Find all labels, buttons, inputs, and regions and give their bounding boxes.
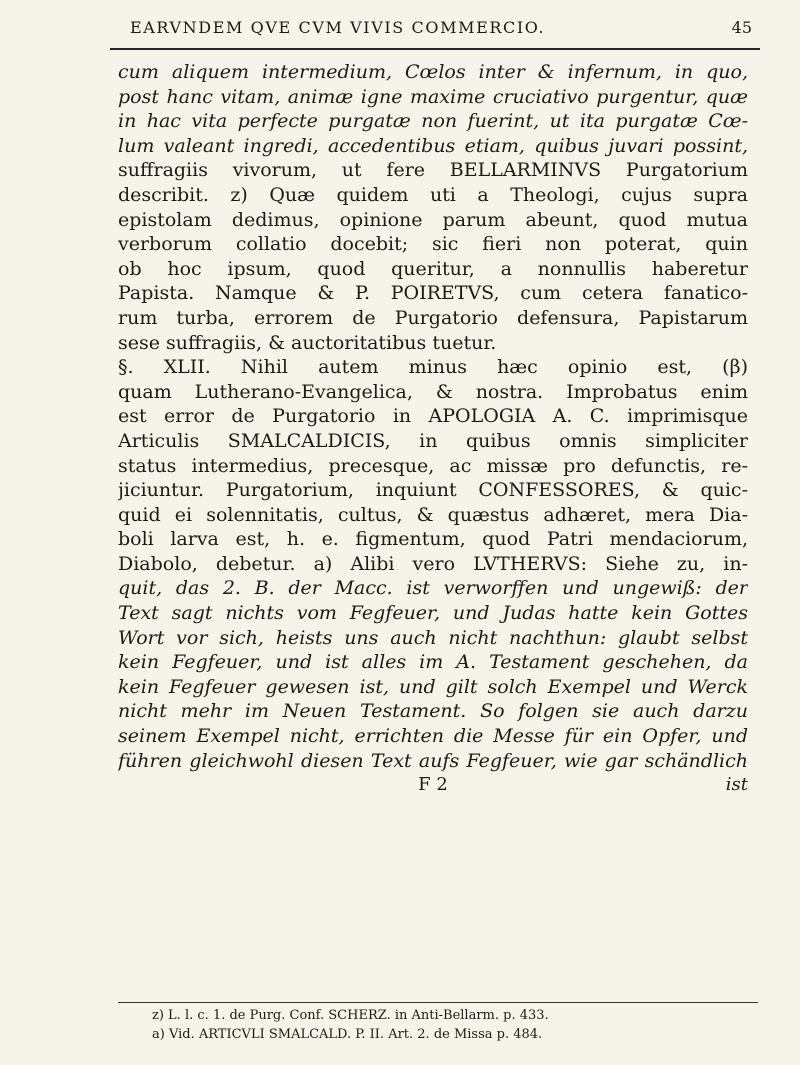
footnote-rule <box>118 1002 758 1003</box>
footnote: a) Vid. ARTICVLI SMALCALD. P. II. Art. 2. de Missa p. 484. <box>152 1027 543 1042</box>
text-line: §. XLII. Nihil autem minus hæc opinio est, (β) <box>118 356 748 379</box>
text-line: Wort vor sich, heists uns auch nicht nachthun: glaubt selbst <box>118 626 748 649</box>
text-line: Diabolo, debetur. a) Alibi vero LVTHERVS: Siehe zu, in- <box>118 552 748 575</box>
text-line: in hac vita perfecte purgatæ non fuerint, ut ita purgatæ Cœ- <box>118 110 748 133</box>
text-line: jiciuntur. Purgatorium, inquiunt CONFESSORES, & quic- <box>118 479 748 502</box>
text-line: post hanc vitam, animæ igne maxime cruciativo purgentur, quæ <box>118 85 748 108</box>
text-line: quam Lutherano-Evangelica, & nostra. Improbatus enim <box>118 380 748 403</box>
text-line: boli larva est, h. e. figmentum, quod Patri mendaciorum, <box>118 528 748 551</box>
text-line: quit, das 2. B. der Macc. ist verworffen und ungewiß: der <box>118 577 748 600</box>
running-head: EARVNDEM QVE CVM VIVIS COMMERCIO. <box>130 18 546 37</box>
text-line: describit. z) Quæ quidem uti a Theologi, cujus supra <box>118 183 748 206</box>
text-line: kein Fegfeuer gewesen ist, und gilt solch Exempel und Werck <box>118 675 748 698</box>
text-line: epistolam dedimus, opinione parum abeunt, quod mutua <box>118 208 748 231</box>
signature-mark: F 2 <box>418 774 448 796</box>
text-line: führen gleichwohl diesen Text aufs Fegfeuer, wie gar schändlich <box>118 749 748 772</box>
text-line: lum valeant ingredi, accedentibus etiam, quibus juvari possint, <box>118 134 748 157</box>
body-text <box>118 60 748 798</box>
text-line: quid ei solennitatis, cultus, & quæstus adhæret, mera Dia- <box>118 503 748 526</box>
text-line: est error de Purgatorio in APOLOGIA A. C. imprimisque <box>118 405 748 428</box>
text-line: sese suffragiis, & auctoritatibus tuetur. <box>118 331 497 354</box>
text-line: rum turba, errorem de Purgatorio defensura, Papistarum <box>118 306 748 329</box>
text-line: Text sagt nichts vom Fegfeuer, und Judas hatte kein Gottes <box>118 602 748 625</box>
text-line: kein Fegfeuer, und ist alles im A. Testament geschehen, da <box>118 651 748 674</box>
page-number: 45 <box>731 18 752 37</box>
text-line: Papista. Namque & P. POIRETVS, cum cetera fanatico- <box>118 282 748 305</box>
page-header <box>110 14 760 50</box>
text-line: verborum collatio docebit; sic fieri non poterat, quin <box>118 233 748 256</box>
text-line: suffragiis vivorum, ut fere BELLARMINVS Purgatorium <box>118 159 748 182</box>
text-line: Articulis SMALCALDICIS, in quibus omnis simpliciter <box>118 429 748 452</box>
text-line: status intermedius, precesque, ac missæ pro defunctis, re- <box>118 454 748 477</box>
catchword: ist <box>725 774 748 796</box>
footnotes <box>152 1006 752 1044</box>
text-line: nicht mehr im Neuen Testament. So folgen sie auch darzu <box>118 700 748 723</box>
text-line: ob hoc ipsum, quod queritur, a nonnullis haberetur <box>118 257 748 280</box>
signature-line <box>118 773 748 798</box>
footnote: z) L. l. c. 1. de Purg. Conf. SCHERZ. in Anti-Bellarm. p. 433. <box>152 1008 549 1023</box>
text-line: cum aliquem intermedium, Cœlos inter & infernum, in quo, <box>118 61 748 83</box>
text-line: seinem Exempel nicht, errichten die Messe für ein Opfer, und <box>118 725 748 748</box>
